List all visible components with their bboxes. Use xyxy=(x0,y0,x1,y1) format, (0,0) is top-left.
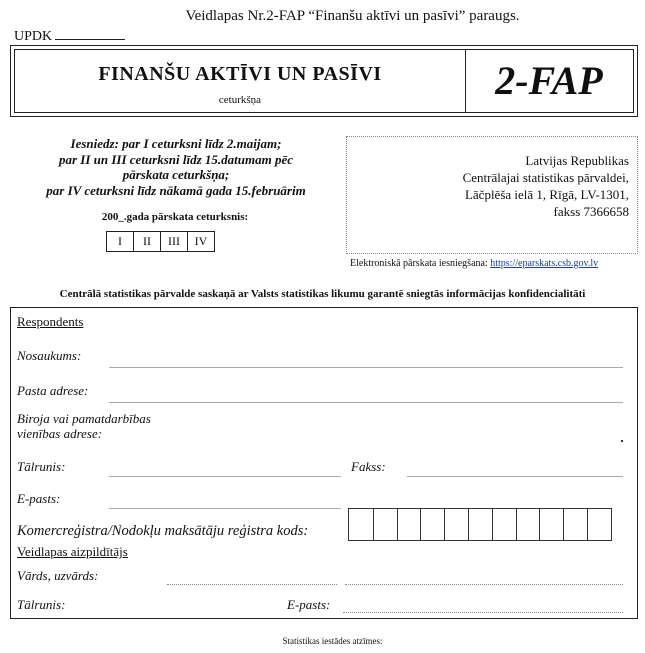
fax-label: Fakss: xyxy=(351,459,386,474)
form-code: 2-FAP xyxy=(495,58,603,103)
register-code-cell[interactable] xyxy=(444,509,468,540)
phone-label: Tālrunis: xyxy=(17,459,66,474)
filler-email-field[interactable] xyxy=(343,612,623,613)
submission-deadlines xyxy=(14,136,338,198)
updk-field xyxy=(14,29,125,45)
register-code-cell[interactable] xyxy=(539,509,563,540)
quarter-option-3[interactable]: III xyxy=(160,232,187,251)
email-label: E-pasts: xyxy=(17,491,61,506)
respondent-section-title: Respondents xyxy=(17,314,84,329)
name-label: Nosaukums: xyxy=(17,348,82,363)
register-code-cell[interactable] xyxy=(397,509,421,540)
register-code-label: Komercreģistra/Nodokļu maksātāju reģistra kods: xyxy=(17,523,309,539)
postal-address-label: Pasta adrese: xyxy=(17,383,89,398)
updk-label: UPDK xyxy=(14,29,53,44)
electronic-submission xyxy=(350,258,598,269)
filler-name-field-1[interactable] xyxy=(167,584,337,585)
report-period-label: 200_.gada pārskata ceturksnis: xyxy=(101,211,249,223)
document-title: Veidlapas Nr.2-FAP “Finanšu aktīvi un pasīvi” paraugs. xyxy=(185,8,520,24)
quarter-option-4[interactable]: IV xyxy=(187,232,214,251)
form-subtitle: ceturkšņa xyxy=(218,94,262,106)
quarter-selector xyxy=(106,231,215,252)
office-address-label-2: vienības adrese: xyxy=(17,426,103,441)
register-code-cell[interactable] xyxy=(373,509,397,540)
office-address-field[interactable] xyxy=(621,440,623,442)
office-address-label-1: Biroja vai pamatdarbības xyxy=(17,411,151,426)
quarter-option-2[interactable]: II xyxy=(133,232,160,251)
form-title-block xyxy=(15,50,466,112)
confidentiality-notice: Centrālā statistikas pārvalde saskaņā ar Valsts statistikas likumu garantē sniegtās informācijas konfidencialitāti xyxy=(59,288,586,300)
fax-field[interactable] xyxy=(407,476,623,477)
email-field[interactable] xyxy=(109,508,341,509)
register-code-cell[interactable] xyxy=(468,509,492,540)
register-code-cell[interactable] xyxy=(563,509,587,540)
deadline-line: pārskata ceturkšņa; xyxy=(122,167,230,182)
deadline-line: Iesniedz: par I ceturksni līdz 2.maijam; xyxy=(70,136,282,151)
recipient-line: Centrālajai statistikas pārvaldei, xyxy=(462,170,629,185)
register-code-cell[interactable] xyxy=(492,509,516,540)
respondent-form xyxy=(10,307,638,619)
electronic-link[interactable]: https://eparskats.csb.gov.lv xyxy=(490,258,599,269)
register-code-cells[interactable] xyxy=(348,508,612,541)
name-field[interactable] xyxy=(109,367,623,368)
deadline-line: par IV ceturksni līdz nākamā gada 15.februārim xyxy=(46,182,306,198)
quarter-option-1[interactable]: I xyxy=(118,234,122,248)
recipient-line: Lāčplēša ielā 1, Rīgā, LV-1301, xyxy=(464,187,629,202)
stat-notes-label: Statistikas iestādes atzīmes: xyxy=(282,636,383,646)
recipient-line: fakss 7366658 xyxy=(553,204,629,219)
register-code-cell[interactable] xyxy=(420,509,444,540)
updk-input-line[interactable] xyxy=(55,29,125,40)
register-code-cell[interactable] xyxy=(349,509,373,540)
filler-name-field-2[interactable] xyxy=(345,584,623,585)
electronic-label: Elektroniskā pārskata iesniegšana: xyxy=(350,258,488,269)
deadline-line: par II un III ceturksni līdz 15.datumam pēc xyxy=(58,151,294,167)
recipient-line: Latvijas Republikas xyxy=(525,153,629,168)
postal-address-field[interactable] xyxy=(109,402,623,403)
register-code-cell[interactable] xyxy=(516,509,540,540)
recipient-address-box xyxy=(346,136,638,254)
filler-name-label: Vārds, uzvārds: xyxy=(17,568,99,583)
phone-field[interactable] xyxy=(109,476,341,477)
register-code-cell[interactable] xyxy=(587,509,611,540)
filler-email-label: E-pasts: xyxy=(287,597,331,612)
form-header xyxy=(10,45,638,117)
form-title: FINANŠU AKTĪVI UN PASĪVI xyxy=(98,63,382,85)
filler-phone-label: Tālrunis: xyxy=(17,597,66,612)
filler-section-title: Veidlapas aizpildītājs xyxy=(17,544,128,559)
